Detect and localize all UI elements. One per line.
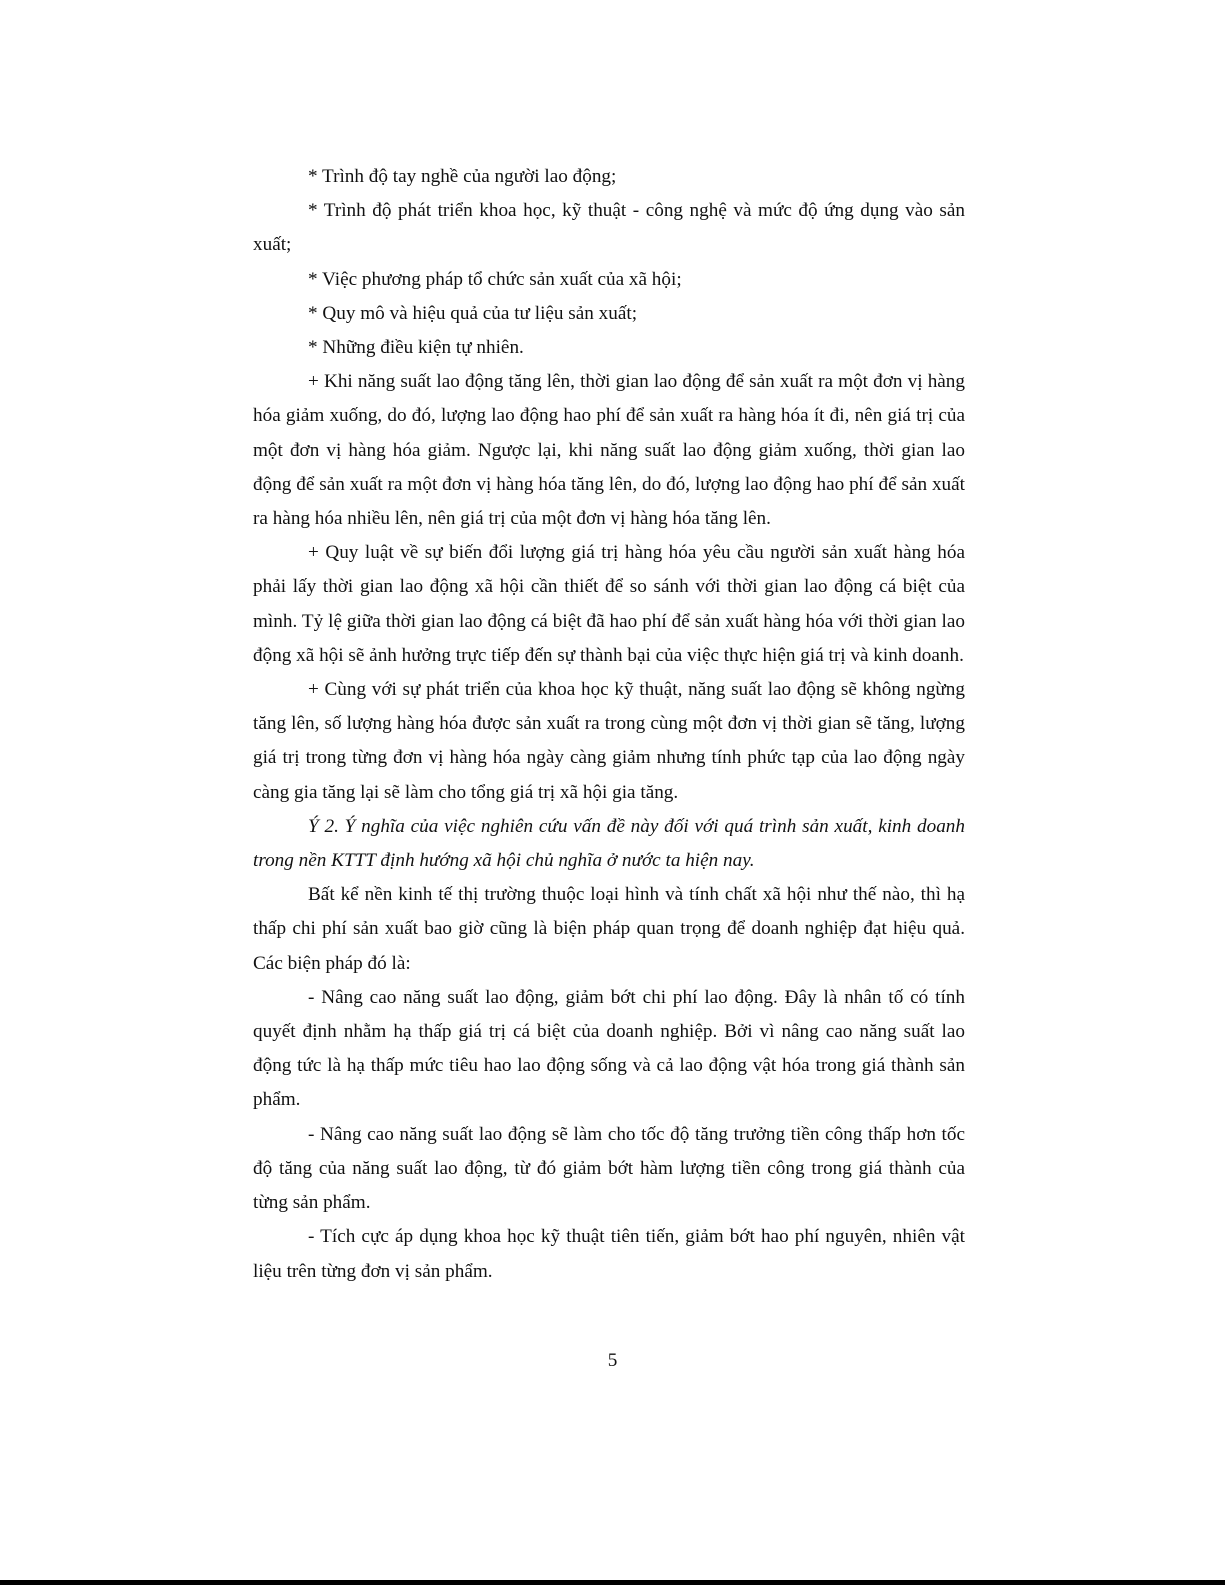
bullet-means-of-production: * Quy mô và hiệu quả của tư liệu sản xuất; xyxy=(308,302,638,324)
page-bottom-border xyxy=(0,1580,1225,1585)
paragraph-value-law: + Quy luật về sự biến đổi lượng giá trị hàng hóa yêu cầu người sản xuất hàng hóa phải lấy thời gian lao động xã hội cần thiết để so sánh với thời gian lao động cá biệt của mình. Tỷ lệ giữa thời gian lao động cá biệt đã hao phí để sản xuất hàng hóa với thời gian lao động xã hội sẽ ảnh hưởng trực tiếp đến sự thành bại của việc thực hiện giá trị và kinh doanh. xyxy=(253,542,965,666)
body-text xyxy=(253,160,965,1289)
section-heading-significance: Ý 2. Ý nghĩa của việc nghiên cứu vấn đề này đối với quá trình sản xuất, kinh doanh trong nền KTTT định hướng xã hội chủ nghĩa ở nước ta hiện nay. xyxy=(253,815,965,872)
page-number: 5 xyxy=(607,1350,618,1371)
bullet-natural-conditions: * Những điều kiện tự nhiên. xyxy=(308,337,524,359)
paragraph-cost-reduction: Bất kể nền kinh tế thị trường thuộc loại hình và tính chất xã hội như thế nào, thì hạ thấp chi phí sản xuất bao giờ cũng là biện pháp quan trọng để doanh nghiệp đạt hiệu quả. Các biện pháp đó là: xyxy=(253,884,965,974)
paragraph-productivity-value: + Khi năng suất lao động tăng lên, thời gian lao động để sản xuất ra một đơn vị hàng hóa giảm xuống, do đó, lượng lao động hao phí để sản xuất ra hàng hóa ít đi, nên giá trị của một đơn vị hàng hóa giảm. Ngược lại, khi năng suất lao động giảm xuống, thời gian lao động để sản xuất ra một đơn vị hàng hóa tăng lên, do đó, lượng lao động hao phí để sản xuất ra hàng hóa nhiều lên, nên giá trị của một đơn vị hàng hóa tăng lên. xyxy=(253,371,965,530)
paragraph-technology-development: + Cùng với sự phát triển của khoa học kỹ thuật, năng suất lao động sẽ không ngừng tăng lên, số lượng hàng hóa được sản xuất ra trong cùng một đơn vị thời gian sẽ tăng, lượng giá trị trong từng đơn vị hàng hóa ngày càng giảm nhưng tính phức tạp của lao động ngày càng gia tăng lại sẽ làm cho tổng giá trị xã hội gia tăng. xyxy=(253,679,965,803)
bullet-organization: * Việc phương pháp tổ chức sản xuất của xã hội; xyxy=(308,268,682,290)
paragraph-measure-technology: - Tích cực áp dụng khoa học kỹ thuật tiên tiến, giảm bớt hao phí nguyên, nhiên vật liệu trên từng đơn vị sản phẩm. xyxy=(253,1226,965,1282)
bullet-technology-level: * Trình độ phát triển khoa học, kỹ thuật - công nghệ và mức độ ứng dụng vào sản xuất; xyxy=(253,200,965,256)
paragraph-measure-productivity: - Nâng cao năng suất lao động, giảm bớt chi phí lao động. Đây là nhân tố có tính quyết định nhằm hạ thấp giá trị cá biệt của doanh nghiệp. Bởi vì nâng cao năng suất lao động tức là hạ thấp mức tiêu hao lao động sống và cả lao động vật hóa trong giá thành sản phẩm. xyxy=(253,986,965,1111)
paragraph-measure-wages: - Nâng cao năng suất lao động sẽ làm cho tốc độ tăng trưởng tiền công thấp hơn tốc độ tăng của năng suất lao động, từ đó giảm bớt hàm lượng tiền công trong giá thành của từng sản phẩm. xyxy=(253,1123,965,1214)
bullet-skill-level: * Trình độ tay nghề của người lao động; xyxy=(308,166,617,187)
